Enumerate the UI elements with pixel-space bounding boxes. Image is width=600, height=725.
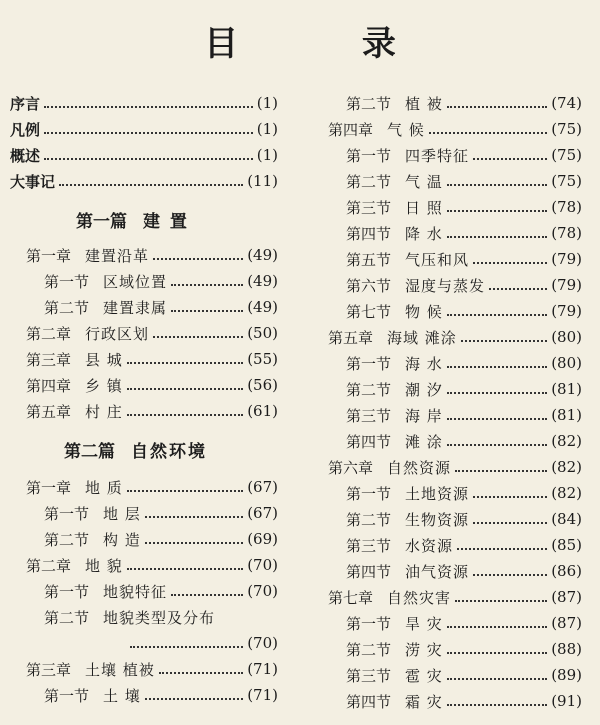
entry-label: 第二节 — [346, 172, 392, 191]
entry-label: 第三节 — [346, 666, 392, 685]
entry-title: 构 造 — [103, 530, 141, 549]
dot-leader — [44, 158, 253, 160]
entry-page: (87) — [551, 614, 582, 632]
entry-page: (74) — [551, 94, 582, 112]
entry-title: 行政区划 — [85, 324, 150, 343]
entry-page: (82) — [551, 432, 582, 450]
entry-title: 湿度与蒸发 — [405, 276, 486, 295]
dot-leader — [447, 184, 547, 186]
entry-label: 第一节 — [346, 146, 392, 165]
toc-entry-section — [346, 404, 582, 426]
dot-leader — [473, 262, 547, 264]
entry-title: 日 照 — [405, 198, 443, 217]
entry-title: 气压和风 — [405, 250, 470, 269]
entry-label: 第一节 — [346, 484, 392, 503]
entry-label: 第七章 — [328, 588, 374, 607]
entry-page: (89) — [551, 666, 582, 684]
entry-label: 第一节 — [44, 686, 90, 705]
dot-leader — [473, 158, 547, 160]
entry-page: (81) — [551, 380, 582, 398]
toc-entry-section — [346, 638, 582, 660]
part-heading — [64, 437, 207, 462]
toc-entry-chapter — [26, 400, 278, 422]
entry-page: (70) — [247, 634, 278, 652]
entry-title: 旱 灾 — [405, 614, 443, 633]
toc-entry-section — [346, 274, 582, 296]
entry-title: 地貌特征 — [103, 582, 168, 601]
entry-label: 第四节 — [346, 432, 392, 451]
entry-page: (71) — [247, 686, 278, 704]
toc-entry-section — [44, 684, 278, 706]
toc-entry-chapter — [26, 348, 278, 370]
entry-label: 第三节 — [346, 198, 392, 217]
toc-entry-chapter — [328, 118, 582, 140]
toc-entry-chapter — [26, 554, 278, 576]
part-label: 第一篇 — [76, 212, 127, 232]
entry-page: (49) — [247, 272, 278, 290]
toc-entry-chapter — [328, 586, 582, 608]
entry-title: 地 层 — [103, 504, 141, 523]
toc-entry-section — [44, 606, 278, 628]
dot-leader — [44, 106, 253, 108]
dot-leader — [159, 672, 243, 674]
entry-title: 霜 灾 — [405, 692, 443, 711]
entry-label: 第七节 — [346, 302, 392, 321]
toc-entry-chapter — [26, 322, 278, 344]
toc-entry-section — [346, 378, 582, 400]
toc-entry-section — [346, 144, 582, 166]
dot-leader — [447, 106, 547, 108]
entry-page: (11) — [247, 172, 278, 190]
entry-page: (71) — [247, 660, 278, 678]
toc-entry-overview — [10, 144, 278, 166]
entry-title: 水资源 — [405, 536, 454, 555]
entry-label: 第一节 — [44, 504, 90, 523]
entry-title: 涝 灾 — [405, 640, 443, 659]
toc-entry-section — [44, 580, 278, 602]
entry-page: (67) — [247, 504, 278, 522]
entry-page: (80) — [551, 328, 582, 346]
toc-entry-chapter — [26, 658, 278, 680]
entry-title: 乡 镇 — [85, 376, 123, 395]
entry-title: 地貌类型及分布 — [103, 608, 216, 627]
entry-title: 地 质 — [85, 478, 123, 497]
entry-title: 气 候 — [387, 120, 425, 139]
dot-leader — [473, 522, 547, 524]
entry-label: 第三章 — [26, 350, 72, 369]
toc-entry-section — [346, 222, 582, 244]
entry-label: 第二节 — [44, 608, 90, 627]
entry-page: (1) — [256, 120, 278, 138]
entry-label: 第二章 — [26, 324, 72, 343]
entry-label: 第五章 — [328, 328, 374, 347]
entry-label: 第四节 — [346, 224, 392, 243]
entry-title: 建置隶属 — [103, 298, 168, 317]
entry-title: 降 水 — [405, 224, 443, 243]
dot-leader — [447, 418, 547, 420]
entry-label: 第四章 — [26, 376, 72, 395]
entry-title: 油气资源 — [405, 562, 470, 581]
entry-label: 第六章 — [328, 458, 374, 477]
entry-label: 序言 — [10, 94, 41, 113]
dot-leader — [145, 516, 243, 518]
dot-leader — [429, 132, 547, 134]
dot-leader — [127, 388, 243, 390]
entry-page: (1) — [256, 146, 278, 164]
entry-page: (79) — [551, 302, 582, 320]
dot-leader — [461, 340, 547, 342]
dot-leader — [447, 392, 547, 394]
entry-page: (75) — [551, 146, 582, 164]
toc-entry-section — [44, 296, 278, 318]
toc-entry-section — [346, 690, 582, 712]
dot-leader — [447, 366, 547, 368]
dot-leader — [447, 314, 547, 316]
entry-label: 第四节 — [346, 562, 392, 581]
entry-page: (80) — [551, 354, 582, 372]
toc-entry-section — [346, 352, 582, 374]
toc-entry-section — [346, 482, 582, 504]
dot-leader — [447, 210, 547, 212]
entry-label: 第二节 — [44, 530, 90, 549]
entry-title: 区域位置 — [103, 272, 168, 291]
dot-leader — [457, 548, 547, 550]
entry-title: 自然资源 — [387, 458, 452, 477]
entry-title: 建置沿革 — [85, 246, 150, 265]
toc-entry-section — [346, 430, 582, 452]
dot-leader — [489, 288, 547, 290]
toc-entry-section — [346, 92, 582, 114]
toc-entry-chapter — [328, 456, 582, 478]
toc-entry-preface — [10, 92, 278, 114]
entry-title: 海 岸 — [405, 406, 443, 425]
entry-title: 县 城 — [85, 350, 123, 369]
part-heading — [76, 207, 189, 232]
entry-page: (70) — [247, 582, 278, 600]
entry-title: 海域 滩涂 — [387, 328, 457, 347]
dot-leader — [127, 362, 243, 364]
entry-title: 自然灾害 — [387, 588, 452, 607]
entry-title: 海 水 — [405, 354, 443, 373]
entry-label: 概述 — [10, 146, 41, 165]
dot-leader — [145, 698, 243, 700]
entry-label: 大事记 — [10, 172, 56, 191]
entry-page: (75) — [551, 120, 582, 138]
dot-leader — [455, 600, 547, 602]
entry-label: 第二章 — [26, 556, 72, 575]
entry-page: (84) — [551, 510, 582, 528]
dot-leader — [171, 284, 243, 286]
page-title: 目 录 — [204, 24, 452, 64]
toc-entry-section — [346, 196, 582, 218]
entry-page: (85) — [551, 536, 582, 554]
entry-label: 第三节 — [346, 536, 392, 555]
part-label: 第二篇 — [64, 442, 115, 462]
dot-leader — [127, 490, 243, 492]
dot-leader — [145, 542, 243, 544]
dot-leader — [127, 414, 243, 416]
toc-entry-section — [346, 560, 582, 582]
toc-entry-section — [44, 502, 278, 524]
entry-page: (86) — [551, 562, 582, 580]
entry-page: (69) — [247, 530, 278, 548]
entry-page: (67) — [247, 478, 278, 496]
toc-entry-chapter — [26, 374, 278, 396]
dot-leader — [447, 236, 547, 238]
dot-leader — [447, 626, 547, 628]
toc-entry-section — [346, 508, 582, 530]
toc-entry-notes — [10, 118, 278, 140]
entry-label: 第二节 — [346, 510, 392, 529]
dot-leader — [44, 132, 253, 134]
entry-page: (82) — [551, 458, 582, 476]
entry-page: (78) — [551, 198, 582, 216]
entry-page: (70) — [247, 556, 278, 574]
dot-leader — [153, 258, 243, 260]
entry-label: 第二节 — [346, 94, 392, 113]
toc-entry-section — [346, 300, 582, 322]
entry-label: 第三章 — [26, 660, 72, 679]
dot-leader — [153, 336, 243, 338]
toc-entry-chronicle — [10, 170, 278, 192]
toc-entry-continuation — [126, 632, 278, 654]
toc-entry-section — [44, 270, 278, 292]
entry-title: 生物资源 — [405, 510, 470, 529]
entry-title: 土地资源 — [405, 484, 470, 503]
entry-title: 气 温 — [405, 172, 443, 191]
entry-label: 第五章 — [26, 402, 72, 421]
entry-label: 第一章 — [26, 478, 72, 497]
entry-title: 地 貌 — [85, 556, 123, 575]
part-title: 自然环境 — [131, 442, 207, 462]
entry-label: 第一节 — [44, 582, 90, 601]
dot-leader — [473, 574, 547, 576]
entry-title: 村 庄 — [85, 402, 123, 421]
dot-leader — [59, 184, 243, 186]
dot-leader — [447, 678, 547, 680]
entry-title: 土壤 植被 — [85, 660, 155, 679]
toc-entry-chapter — [26, 244, 278, 266]
dot-leader — [130, 646, 243, 648]
entry-page: (1) — [256, 94, 278, 112]
part-title: 建 置 — [143, 212, 189, 232]
entry-page: (50) — [247, 324, 278, 342]
entry-label: 第二节 — [44, 298, 90, 317]
entry-label: 第一节 — [346, 614, 392, 633]
entry-page: (79) — [551, 250, 582, 268]
entry-page: (61) — [247, 402, 278, 420]
entry-page: (55) — [247, 350, 278, 368]
toc-entry-section — [44, 528, 278, 550]
toc-entry-section — [346, 612, 582, 634]
entry-page: (78) — [551, 224, 582, 242]
dot-leader — [171, 310, 243, 312]
entry-page: (79) — [551, 276, 582, 294]
entry-label: 第一节 — [346, 354, 392, 373]
entry-label: 第一节 — [44, 272, 90, 291]
dot-leader — [447, 444, 547, 446]
dot-leader — [447, 704, 547, 706]
entry-page: (91) — [551, 692, 582, 710]
entry-label: 第五节 — [346, 250, 392, 269]
entry-title: 植 被 — [405, 94, 443, 113]
dot-leader — [473, 496, 547, 498]
entry-label: 第二节 — [346, 380, 392, 399]
entry-title: 潮 汐 — [405, 380, 443, 399]
dot-leader — [455, 470, 547, 472]
entry-page: (87) — [551, 588, 582, 606]
entry-page: (75) — [551, 172, 582, 190]
toc-entry-section — [346, 534, 582, 556]
entry-title: 滩 涂 — [405, 432, 443, 451]
entry-label: 凡例 — [10, 120, 41, 139]
entry-page: (82) — [551, 484, 582, 502]
toc-entry-section — [346, 248, 582, 270]
toc-entry-section — [346, 664, 582, 686]
toc-entry-section — [346, 170, 582, 192]
entry-page: (49) — [247, 246, 278, 264]
entry-label: 第二节 — [346, 640, 392, 659]
entry-label: 第一章 — [26, 246, 72, 265]
entry-title: 物 候 — [405, 302, 443, 321]
toc-entry-chapter — [26, 476, 278, 498]
entry-page: (88) — [551, 640, 582, 658]
entry-title: 四季特征 — [405, 146, 470, 165]
entry-title: 土 壤 — [103, 686, 141, 705]
dot-leader — [171, 594, 243, 596]
entry-label: 第四章 — [328, 120, 374, 139]
entry-page: (81) — [551, 406, 582, 424]
entry-page: (56) — [247, 376, 278, 394]
dot-leader — [447, 652, 547, 654]
entry-label: 第三节 — [346, 406, 392, 425]
entry-title: 雹 灾 — [405, 666, 443, 685]
entry-label: 第四节 — [346, 692, 392, 711]
toc-entry-chapter — [328, 326, 582, 348]
dot-leader — [127, 568, 243, 570]
entry-page: (49) — [247, 298, 278, 316]
entry-label: 第六节 — [346, 276, 392, 295]
